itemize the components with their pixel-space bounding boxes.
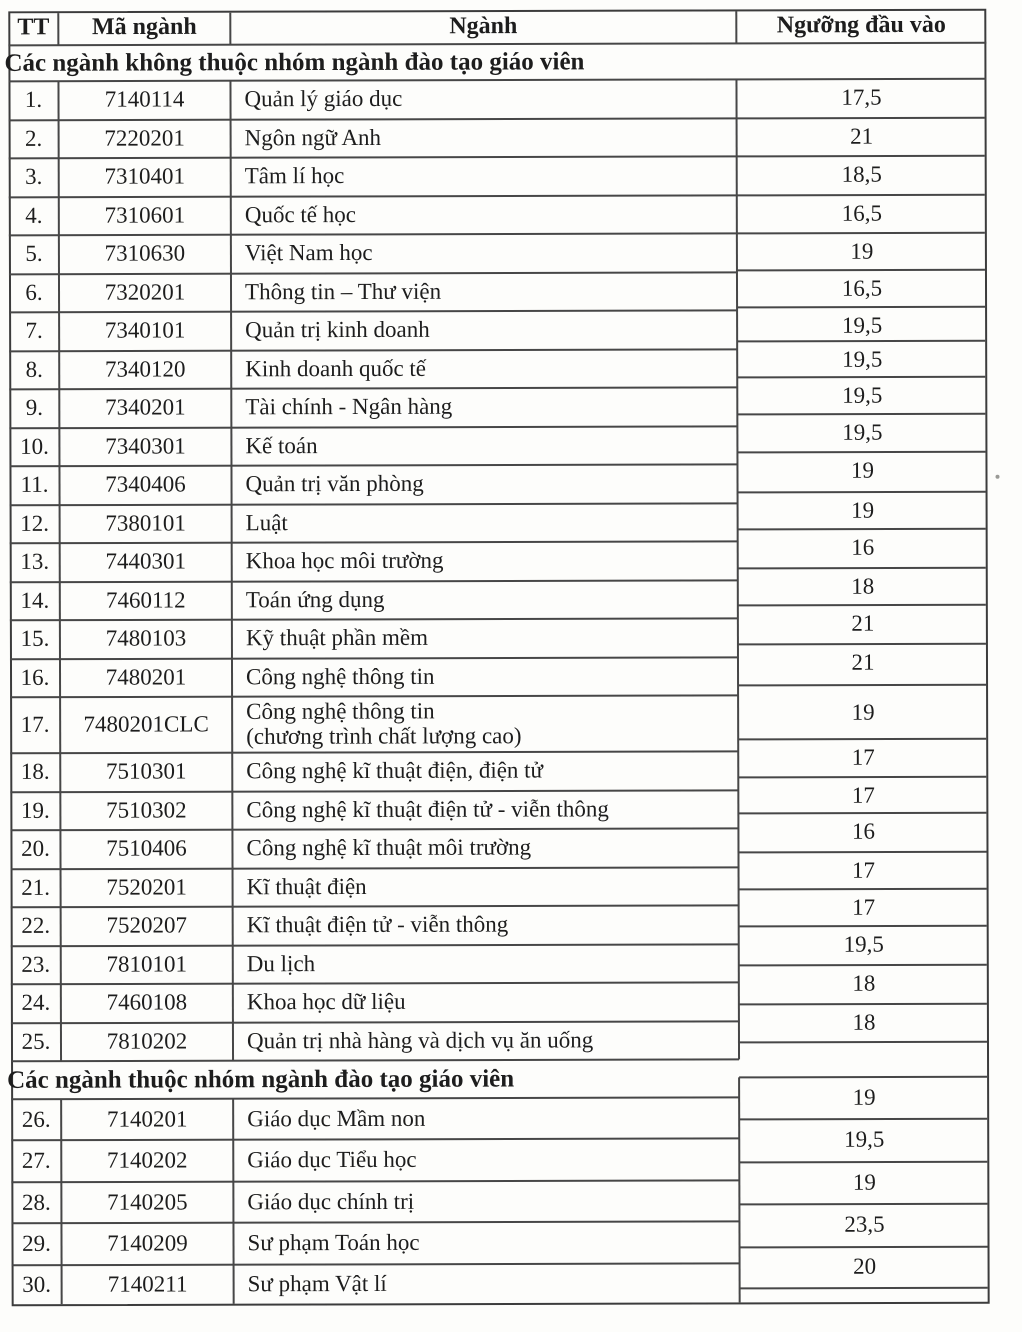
major-code-cell: 7810202 — [106, 1028, 188, 1054]
major-name-cell: Kinh doanh quốc tế — [245, 355, 427, 382]
major-name-cell: Kế toán — [245, 432, 318, 459]
major-code-cell: 7810101 — [106, 951, 188, 977]
major-code-cell: 7140209 — [107, 1230, 188, 1256]
major-name-cell: Công nghệ thông tin — [245, 663, 435, 690]
row-number-cell: 27. — [21, 1147, 51, 1173]
major-name-cell: Giáo dục Tiểu học — [247, 1146, 417, 1173]
major-code-cell: 7140114 — [104, 86, 185, 112]
row-number-cell: 29. — [22, 1230, 51, 1256]
row-number-cell: 22. — [21, 913, 51, 939]
section-header-teacher: Các ngành thuộc nhóm ngành đào tạo giáo viên — [7, 1065, 515, 1094]
major-name-cell: Kĩ thuật điện — [246, 873, 367, 900]
threshold-cell: 19 — [851, 497, 875, 523]
threshold-cell: 19,5 — [842, 346, 883, 372]
major-name-cell: Luật — [245, 509, 288, 536]
row-number-cell: 11. — [20, 472, 49, 498]
threshold-cell: 18 — [852, 970, 876, 996]
major-code-cell: 7510406 — [106, 835, 187, 861]
major-name-cell: Ngôn ngữ Anh — [244, 124, 382, 151]
major-name-cell: Kỹ thuật phần mềm — [245, 625, 429, 651]
threshold-cell: 17 — [852, 894, 876, 920]
major-name-cell: Thông tin – Thư viện — [244, 278, 442, 305]
major-name-cell: Sư phạm Vật lí — [247, 1271, 387, 1297]
threshold-cell: 16,5 — [841, 200, 882, 226]
major-name-cell: Công nghệ kĩ thuật điện, điện tử — [246, 757, 544, 784]
row-number-cell: 6. — [25, 279, 43, 305]
threshold-cell: 16 — [851, 534, 875, 560]
column-header-tt: TT — [17, 14, 50, 41]
row-number-cell: 17. — [20, 711, 50, 737]
row-number-cell: 19. — [20, 797, 50, 823]
threshold-cell: 19 — [851, 699, 875, 725]
row-number-cell: 9. — [25, 395, 43, 421]
threshold-cell: 18,5 — [841, 161, 882, 187]
major-code-cell: 7340120 — [104, 356, 186, 382]
threshold-cell: 21 — [851, 610, 875, 636]
row-number-cell: 26. — [21, 1106, 51, 1132]
column-header-major: Ngành — [449, 13, 518, 40]
major-code-cell: 7510301 — [105, 758, 187, 784]
major-code-cell: 7310630 — [104, 240, 186, 266]
major-name-cell: Khoa học môi trường — [245, 548, 444, 574]
row-number-cell: 2. — [24, 125, 43, 151]
threshold-cell: 19,5 — [842, 382, 883, 408]
grid-line — [735, 11, 737, 43]
row-number-cell: 13. — [20, 549, 50, 575]
threshold-cell: 23,5 — [844, 1211, 885, 1237]
row-number-cell: 5. — [25, 241, 43, 267]
threshold-cell: 16,5 — [841, 275, 883, 301]
major-code-cell: 7510302 — [106, 797, 187, 823]
row-number-cell: 8. — [25, 356, 43, 382]
threshold-cell: 19,5 — [844, 1126, 885, 1152]
grid-line — [229, 13, 231, 45]
row-number-cell: 28. — [21, 1189, 51, 1215]
major-name-cell: Công nghệ kĩ thuật điện tử - viễn thông — [246, 796, 609, 823]
major-name-cell: Sư phạm Toán học — [247, 1229, 420, 1256]
row-number-cell: 20. — [21, 836, 50, 862]
major-name-cell: Công nghệ kĩ thuật môi trường — [246, 834, 532, 861]
threshold-cell: 18 — [852, 1009, 876, 1035]
major-code-cell: 7460108 — [106, 989, 188, 1015]
threshold-cell: 17,5 — [841, 84, 882, 110]
major-code-cell: 7480201 — [105, 664, 187, 690]
major-code-cell: 7310401 — [104, 163, 185, 189]
section-header-non-teacher: Các ngành không thuộc nhóm ngành đào tạo giáo viên — [4, 48, 585, 77]
major-code-cell: 7380101 — [105, 510, 186, 536]
major-code-cell: 7140211 — [107, 1271, 188, 1297]
major-name-cell: Quản trị văn phòng — [245, 471, 424, 497]
threshold-cell: 18 — [851, 573, 875, 599]
major-name-cell: Việt Nam học — [244, 240, 373, 266]
major-code-cell: 7340101 — [104, 317, 186, 343]
row-number-cell: 10. — [20, 433, 49, 459]
column-header-code: Mã ngành — [91, 13, 197, 41]
major-name-cell: Quốc tế học — [244, 201, 356, 228]
row-number-cell: 3. — [25, 164, 43, 190]
row-number-cell: 15. — [20, 626, 50, 652]
row-number-cell: 30. — [22, 1272, 52, 1298]
row-number-cell: 12. — [20, 510, 50, 536]
threshold-cell: 19,5 — [841, 312, 883, 338]
major-name-cell: Tâm lí học — [244, 163, 345, 189]
major-name-cell: Giáo dục Mầm non — [247, 1105, 426, 1131]
threshold-cell: 17 — [852, 857, 876, 883]
threshold-cell: 21 — [851, 649, 875, 675]
major-code-cell: 7520201 — [106, 874, 187, 900]
major-code-cell: 7340201 — [105, 394, 186, 420]
threshold-cell: 19 — [852, 1169, 876, 1195]
major-code-cell: 7480103 — [105, 625, 187, 651]
threshold-cell: 19 — [850, 457, 875, 483]
threshold-cell: 20 — [853, 1253, 877, 1279]
threshold-cell: 19 — [850, 238, 874, 264]
row-number-cell: 18. — [20, 759, 50, 785]
row-number-cell: 24. — [21, 990, 51, 1016]
threshold-cell: 19 — [852, 1084, 876, 1110]
row-number-cell: 23. — [21, 951, 51, 977]
threshold-cell: 16 — [851, 818, 875, 844]
major-name-cell: Quản trị nhà hàng và dịch vụ ăn uống — [246, 1027, 594, 1054]
row-number-cell: 16. — [20, 664, 50, 690]
major-code-cell: 7480201CLC — [83, 711, 209, 737]
major-name-cell: Tài chính - Ngân hàng — [245, 393, 453, 420]
row-number-cell: 7. — [25, 318, 43, 344]
major-code-cell: 7220201 — [104, 125, 185, 151]
row-number-cell: 21. — [21, 874, 50, 900]
major-name-cell: Kĩ thuật điện tử - viễn thông — [246, 911, 509, 938]
major-name-cell: Du lịch — [246, 950, 316, 977]
threshold-cell: 17 — [851, 744, 875, 770]
row-number-cell: 25. — [21, 1028, 51, 1054]
row-number-cell: 1. — [24, 87, 43, 113]
column-header-threshold: Ngưỡng đầu vào — [776, 11, 946, 39]
row-number-cell: 14. — [20, 587, 50, 613]
major-code-cell: 7440301 — [105, 548, 187, 574]
major-code-cell: 7320201 — [104, 279, 186, 305]
major-name-cell: Giáo dục chính trị — [247, 1188, 415, 1214]
major-code-cell: 7520207 — [106, 912, 187, 938]
row-number-cell: 4. — [25, 202, 43, 228]
major-code-cell: 7460112 — [105, 587, 186, 613]
major-code-cell: 7140201 — [106, 1106, 188, 1132]
threshold-cell: 17 — [851, 782, 875, 808]
scan-speck — [996, 475, 1000, 479]
major-name-cell: Quản lý giáo dục — [244, 86, 403, 112]
major-code-cell: 7310601 — [104, 202, 186, 228]
threshold-cell: 21 — [850, 123, 874, 149]
major-name-cell: Toán ứng dụng — [245, 586, 385, 613]
major-code-cell: 7340406 — [105, 471, 186, 497]
major-code-cell: 7140202 — [107, 1147, 188, 1173]
major-code-cell: 7140205 — [107, 1188, 188, 1215]
grid-line — [57, 13, 59, 45]
major-code-cell: 7340301 — [105, 433, 186, 459]
major-name-cell: Công nghệ thông tin (chương trình chất lượng cao) — [246, 698, 522, 749]
threshold-cell: 19,5 — [843, 931, 884, 957]
major-name-cell: Quản trị kinh doanh — [245, 317, 430, 343]
major-name-cell: Khoa học dữ liệu — [246, 989, 406, 1015]
threshold-cell: 19,5 — [842, 419, 883, 445]
